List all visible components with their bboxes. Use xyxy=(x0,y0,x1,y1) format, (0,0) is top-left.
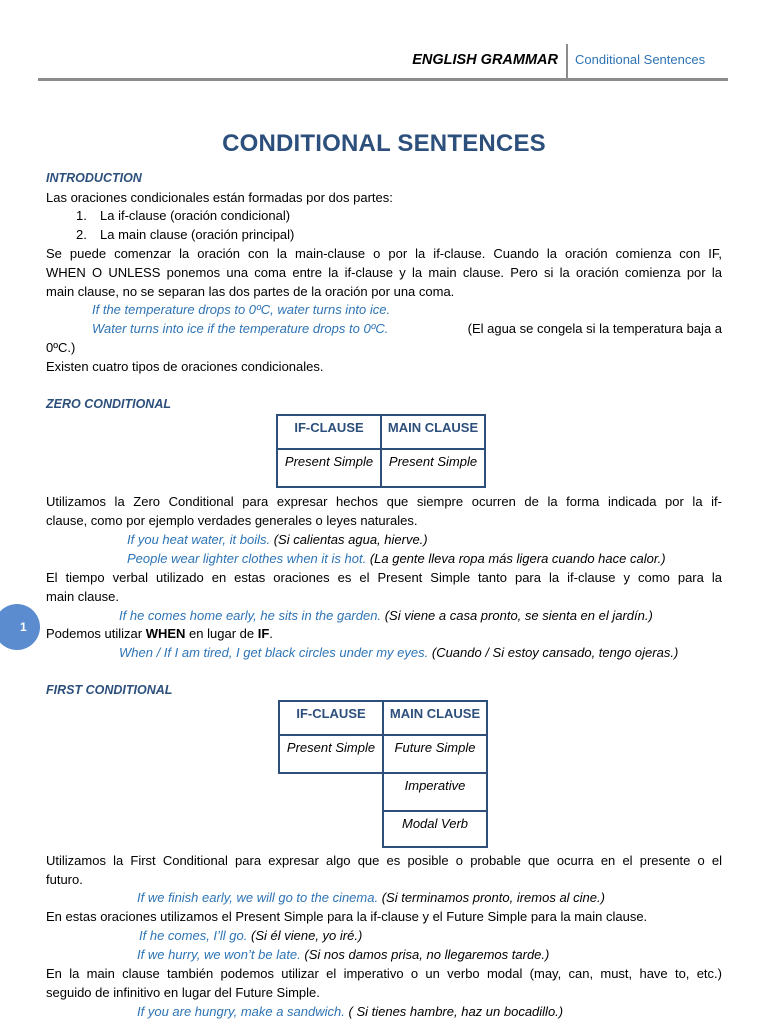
example-row xyxy=(139,926,768,945)
example-row xyxy=(127,549,768,568)
intro-paragraph-1: Las oraciones condicionales están formadas por dos partes: xyxy=(46,190,393,205)
example-sentence: If we finish early, we will go to the cinema. xyxy=(137,890,379,905)
example-translation: (Si él viene, yo iré.) xyxy=(251,928,363,943)
table-cell: Modal Verb xyxy=(383,811,487,847)
page-title: CONDITIONAL SENTENCES xyxy=(222,130,546,157)
example-translation: (Si calientas agua, hierve.) xyxy=(273,532,428,547)
first-paragraph-1-line: Utilizamos la First Conditional para expresar algo que es posible o probable que ocurra en el presente o el xyxy=(46,853,722,868)
header-subject: ENGLISH GRAMMAR xyxy=(412,52,558,68)
intro-paragraph-2-line: main clause, no se separan las dos partes de la oración por una coma. xyxy=(46,284,455,299)
intro-heading: INTRODUCTION xyxy=(46,171,142,185)
table-header: MAIN CLAUSE xyxy=(383,701,487,735)
zero-paragraph-1-line: clause, como por ejemplo verdades generales o leyes naturales. xyxy=(46,513,418,528)
first-paragraph-3-line: En la main clause también podemos utilizar el imperativo o un verbo modal (may, can, must, have to, etc.) xyxy=(46,966,722,981)
example-translation: (Si nos damos prisa, no llegaremos tarde.) xyxy=(304,947,550,962)
table-header: MAIN CLAUSE xyxy=(381,415,485,449)
example-sentence: People wear lighter clothes when it is hot. xyxy=(127,551,367,566)
example-translation: (Si viene a casa pronto, se sienta en el jardín.) xyxy=(384,608,653,623)
page-number-badge xyxy=(0,604,40,650)
keyword-when: WHEN xyxy=(145,626,186,641)
table-cell: Present Simple xyxy=(277,449,381,487)
example-sentence: If you heat water, it boils. xyxy=(127,532,271,547)
intro-paragraph-2-line: WHEN O UNLESS ponemos una coma entre la if-clause y la main clause. Pero si la oración comienza por la xyxy=(46,265,722,280)
table-empty-cell xyxy=(279,773,383,811)
example-translation: (La gente lleva ropa más ligera cuando hace calor.) xyxy=(369,551,666,566)
example-sentence: If he comes home early, he sits in the garden. xyxy=(119,608,382,623)
first-paragraph-3-line: seguido de infinitivo en lugar del Future Simple. xyxy=(46,985,320,1000)
text-segment: . xyxy=(269,626,273,641)
page-number: 1 xyxy=(20,620,27,634)
header-topic: Conditional Sentences xyxy=(575,52,706,67)
example-translation: (Cuando / Si estoy cansado, tengo ojeras.) xyxy=(431,645,679,660)
list-item xyxy=(76,206,290,225)
example-row xyxy=(137,1002,768,1021)
page-header xyxy=(38,44,728,81)
example-row xyxy=(137,945,768,964)
zero-conditional-heading: ZERO CONDITIONAL xyxy=(46,397,171,411)
keyword-if: IF xyxy=(257,626,270,641)
table-cell: Imperative xyxy=(383,773,487,811)
example-row xyxy=(92,319,722,338)
list-item-number: 1. xyxy=(76,208,87,223)
intro-paragraph-3: Existen cuatro tipos de oraciones condicionales. xyxy=(46,359,324,374)
table-header: IF-CLAUSE xyxy=(279,701,383,735)
example-sentence: If the temperature drops to 0ºC, water turns into ice. xyxy=(92,302,391,317)
list-item-text: La main clause (oración principal) xyxy=(100,227,295,242)
example-sentence: If he comes, I’ll go. xyxy=(139,928,248,943)
example-translation: (El agua se congela si la temperatura baja a xyxy=(467,321,722,336)
intro-paragraph-2-line: Se puede comenzar la oración con la main-clause o por la if-clause. Cuando la oración comienza con IF, xyxy=(46,246,722,261)
zero-paragraph-2-line: main clause. xyxy=(46,589,119,604)
table-header: IF-CLAUSE xyxy=(277,415,381,449)
example-translation: (Si terminamos pronto, iremos al cine.) xyxy=(381,890,605,905)
first-paragraph-2: En estas oraciones utilizamos el Present Simple para la if-clause y el Future Simple para la main clause. xyxy=(46,909,648,924)
first-conditional-table xyxy=(278,700,488,848)
table-cell: Present Simple xyxy=(381,449,485,487)
example-translation: ( Si tienes hambre, haz un bocadillo.) xyxy=(348,1004,564,1019)
example-sentence: When / If I am tired, I get black circles under my eyes. xyxy=(119,645,429,660)
header-divider xyxy=(566,44,568,78)
list-item-text: La if-clause (oración condicional) xyxy=(100,208,291,223)
example-sentence: If you are hungry, make a sandwich. xyxy=(137,1004,345,1019)
table-empty-cell xyxy=(279,811,383,847)
example-row xyxy=(127,530,768,549)
first-conditional-heading: FIRST CONDITIONAL xyxy=(46,683,173,697)
table-cell: Present Simple xyxy=(279,735,383,773)
table-cell: Future Simple xyxy=(383,735,487,773)
example-translation-cont: 0ºC.) xyxy=(46,340,76,355)
zero-conditional-table xyxy=(276,414,486,488)
list-item xyxy=(76,225,294,244)
list-item-number: 2. xyxy=(76,227,87,242)
text-segment: en lugar de xyxy=(185,626,258,641)
example-sentence: If we hurry, we won’t be late. xyxy=(137,947,301,962)
example-row xyxy=(119,643,768,662)
example-sentence: Water turns into ice if the temperature drops to 0ºC. xyxy=(92,321,389,336)
example-row xyxy=(137,888,768,907)
zero-paragraph-1-line: Utilizamos la Zero Conditional para expresar hechos que siempre ocurren de la forma indicada por la if- xyxy=(46,494,722,509)
example-row xyxy=(119,606,768,625)
text-segment: Podemos utilizar xyxy=(46,626,146,641)
first-paragraph-1-line: futuro. xyxy=(46,872,83,887)
zero-paragraph-2-line: El tiempo verbal utilizado en estas oraciones es el Present Simple tanto para la if-clause y como para la xyxy=(46,570,722,585)
zero-paragraph-3 xyxy=(46,624,722,643)
